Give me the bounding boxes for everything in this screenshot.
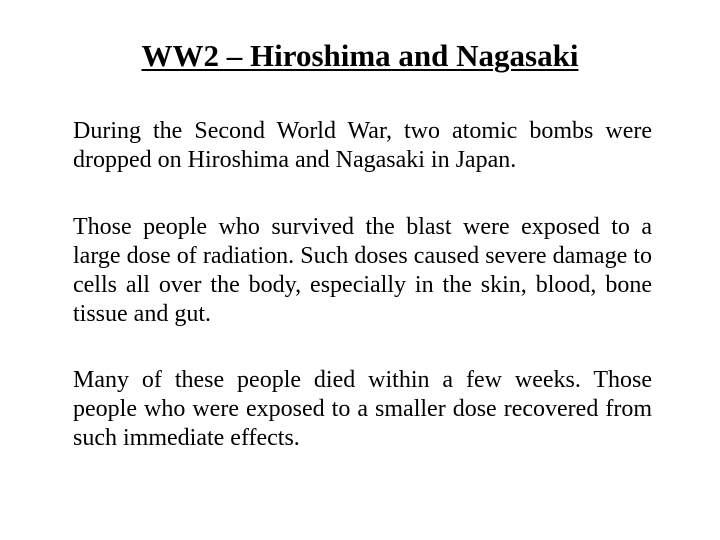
slide-body — [73, 117, 652, 453]
slide-title: WW2 – Hiroshima and Nagasaki — [141, 38, 579, 73]
paragraph-recovery: Many of these people died within a few weeks. Those people who were exposed to a smaller dose recovered from such immediate effects. — [73, 367, 652, 451]
paragraph-radiation-exposure: Those people who survived the blast were exposed to a large dose of radiation. Such doses caused severe damage to cells all over the body, especially in the skin, blood, bone tissue and gut. — [73, 214, 652, 327]
paragraph-bombs-dropped: During the Second World War, two atomic bombs were dropped on Hiroshima and Nagasaki in Japan. — [73, 118, 652, 173]
